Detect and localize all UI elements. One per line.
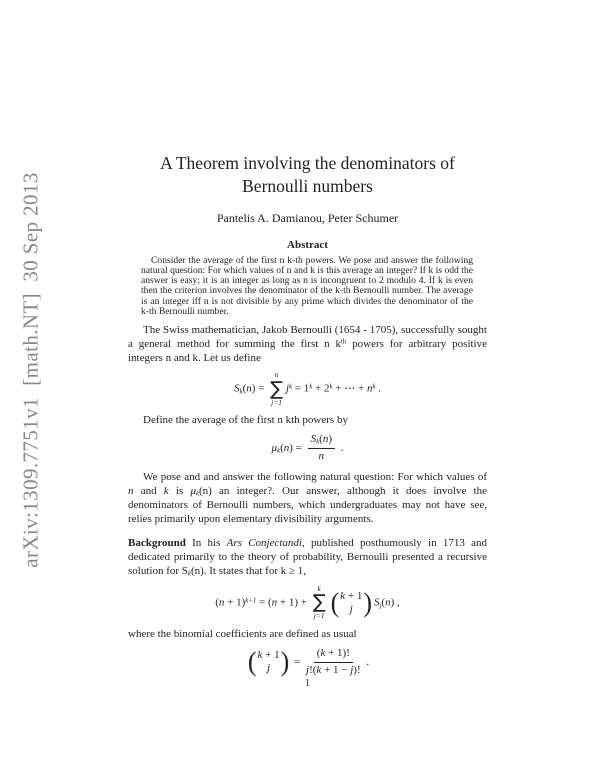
paragraph-define-average: Define the average of the first n kth powers by xyxy=(143,414,348,427)
paragraph-background: Background In his Ars Conjectandi, published posthumously in 1713 and dedicated primarily to the theory of probability, Bernoulli presented a recursive solution for Sk(n). It states that for k ≥ 1, xyxy=(128,537,488,578)
authors: Pantelis A. Damianou, Peter Schumer xyxy=(216,210,399,225)
paragraph-where-binomial: where the binomial coefficients are defined as usual xyxy=(128,627,357,640)
title-line-1: A Theorem involving the denominators of xyxy=(160,153,455,173)
page-number: 1 xyxy=(305,678,310,689)
equation-bernoulli-recursion: $(n + 1)^{k+1} = (n + 1)$ + k ∑ j=1 ( k + 1 j ) Sj(n) , xyxy=(215,583,400,621)
abstract-text: Consider the average of the first n k-th powers. We pose and answer the following natural question: For which values of n and k is this average an integer? If k is odd the answer is easy; it is an integer as long as n is incongruent to 2 modulo 4. If k is even then the criterion involves the denominator of the k-th Bernoulli number. The average is an integer iff n is not divisible by any prime which divides the denominator of the k-th Bernoulli number. xyxy=(141,254,473,317)
title-line-2: Bernoulli numbers xyxy=(242,175,373,196)
abstract-heading: Abstract xyxy=(287,238,328,251)
paper-title xyxy=(128,152,487,198)
equation-binomial-coefficient: ( k + 1 j ) = $\frac{(k + 1)!}{j!(k + 1 - j)!}$ . xyxy=(247,646,370,677)
equation-sk-definition: Sk(n) = n ∑ j=1 $j^k = 1^k + 2^k$ + ⋯ + $n^k$ . xyxy=(234,369,381,407)
paragraph-intro: The Swiss mathematician, Jakob Bernoulli (1654 - 1705), successfully sought a general method for summing the first n $k^{th}$ powers for arbitrary positive integers n and k. Let us define xyxy=(128,324,487,364)
paragraph-question: We pose and and answer the following natural question: For which values of n and k is μk(n) an integer?. Our answer, although it does involve the denominators of Bernoulli numbers, which undergraduates may not have see, relies primarily upon elementary divisibility arguments. xyxy=(128,471,487,526)
arxiv-watermark: arXiv:1309.7751v1 [math.NT] 30 Sep 2013 xyxy=(18,172,43,568)
equation-average-definition: μk(n) = $\frac{Sk(n)}{n}$ . xyxy=(271,433,344,463)
paper-content xyxy=(128,152,487,680)
